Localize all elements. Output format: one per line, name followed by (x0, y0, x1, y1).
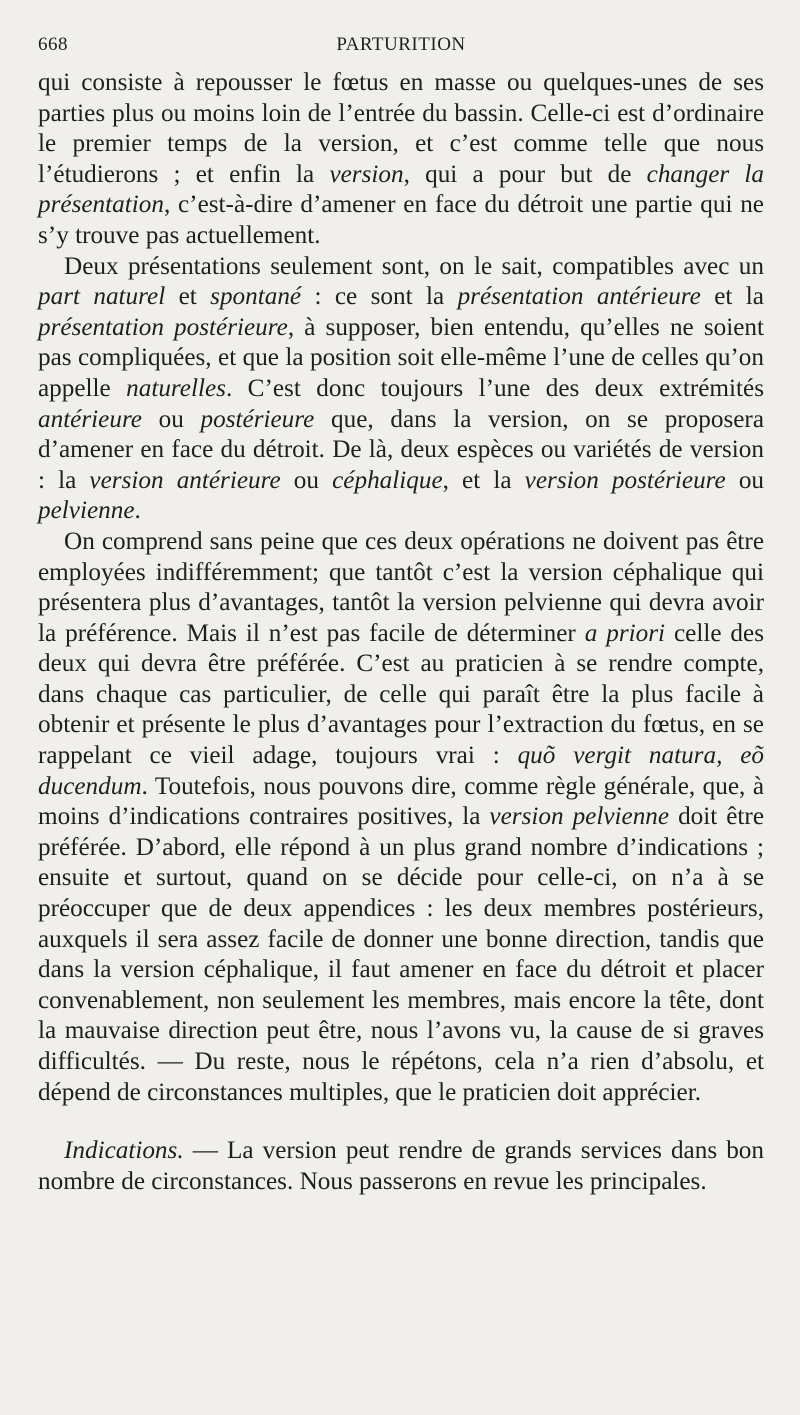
italic-text: quõ vergit natura, eõ ducendum (38, 742, 764, 800)
paragraph (38, 68, 764, 252)
text-run: celle des deux qui devra être préférée. C’est au praticien à se rendre compte, dans chaque cas particulier, de celle qui paraît être la plus facile à obtenir et présente le plus d’avantages pour l’extraction du fœtus, en se rappelant ce vieil adage, toujours vrai : (38, 619, 765, 770)
page-number: 668 (38, 34, 68, 55)
paragraph (38, 252, 764, 527)
italic-text: antérieure (38, 405, 142, 433)
text-run: , et la (442, 466, 525, 494)
italic-text: version antérieure (89, 466, 281, 494)
running-title: PARTURITION (336, 34, 466, 55)
text-run: qui consiste à repousser le fœtus en masse ou quelques-unes de ses parties plus ou moins loin de l’entrée du bassin. Celle-ci est d’ordinaire le premier temps de la version, et c’est comme telle que nous l’étudierons ; et enfin la (38, 69, 764, 188)
page-header (38, 28, 764, 68)
text-run: doit être préférée. D’abord, elle répond à un plus grand nombre d’indications ; ensuite et surtout, quand on se décide pour celle-ci, on n’a à se préoccuper que de deux appendices : les deux membres postérieurs, auxquels il sera assez facile de donner une bonne direction, tandis que dans la version céphalique, il faut amener en face du détroit et placer convenablement, non seulement les membres, mais encore la tête, dont la mauvaise direction peut être, nous l’avons vu, la cause de si graves difficultés. — Du reste, nous le répétons, cela n’a rien d’absolu, et dépend de circonstances multiples, que le praticien doit apprécier. (38, 803, 765, 1106)
text-run: Deux présentations seulement sont, on le sait, compatibles avec un (64, 252, 764, 280)
text-run: — La version peut rendre de grands services dans bon nombre de circonstances. Nous passerons en revue les principales. (38, 1137, 764, 1195)
italic-text: changer la présentation (38, 160, 764, 219)
italic-text: version postérieure (524, 466, 726, 494)
text-run: : ce sont la (301, 283, 458, 311)
italic-text: pelvienne (38, 497, 135, 525)
italic-text: présentation postérieure (38, 313, 288, 341)
italic-text: naturelles (126, 374, 226, 402)
text-run: que, dans la version, on se proposera d’amener en face du détroit. De là, deux espèces ou variétés de version : la (38, 405, 765, 494)
italic-text: version pelvienne (489, 803, 670, 831)
body-text (38, 68, 764, 1197)
text-run: On comprend sans peine que ces deux opérations ne doivent pas être employées indifféremment; que tantôt c’est la version céphalique qui présentera plus d’avantages, tantôt la version pelvienne qui devra avoir la préférence. Mais il n’est pas facile de déterminer (38, 527, 764, 647)
paragraph (38, 1136, 764, 1197)
italic-text: présentation antérieure (457, 283, 701, 311)
text-run: ou (725, 466, 765, 494)
text-run: . C’est donc toujours l’une des deux extrémités (225, 374, 764, 402)
italic-text: Indications. (64, 1137, 184, 1165)
text-run: et la (700, 283, 764, 311)
italic-text: version (329, 160, 404, 188)
italic-text: postérieure (200, 405, 315, 433)
paragraph (38, 527, 764, 1108)
italic-text: spontané (210, 283, 302, 311)
italic-text: céphalique (332, 466, 443, 494)
text-run: . (134, 497, 141, 525)
text-run: et (165, 283, 211, 311)
text-run: ou (141, 405, 201, 433)
text-run: , qui a pour but de (403, 160, 647, 188)
text-run: , c’est-à-dire d’amener en face du détroit une partie qui ne s’y trouve pas actuellement. (38, 191, 764, 249)
italic-text: a priori (584, 619, 666, 647)
text-run: ou (280, 466, 333, 494)
text-run: , à supposer, bien entendu, qu’elles ne soient pas compliquées, et que la position soit elle-même l’une de celles qu’on appelle (38, 313, 764, 402)
text-run: . Toutefois, nous pouvons dire, comme règle générale, que, à moins d’indications contraires positives, la (38, 772, 764, 831)
italic-text: part naturel (38, 283, 166, 311)
